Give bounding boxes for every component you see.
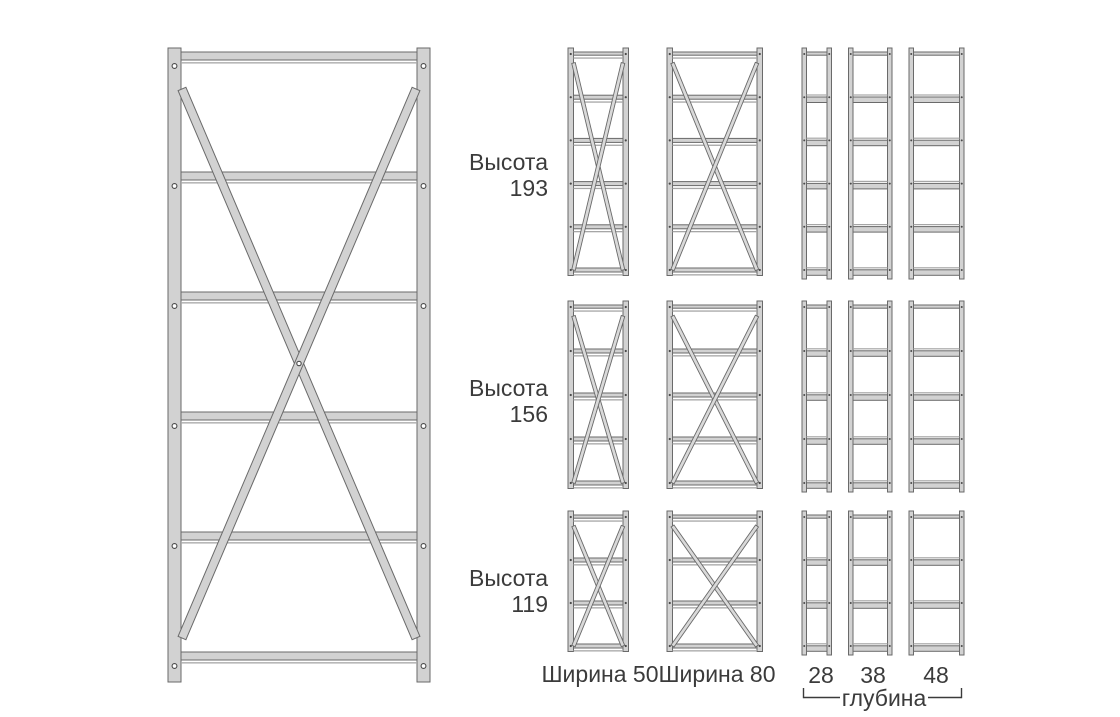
front-rack-h156-w50: [568, 301, 629, 489]
height-value-119: 119: [511, 590, 548, 617]
side-rack-h193-d48: [909, 48, 964, 279]
front-rack-h119-w50: [568, 511, 629, 652]
main-rack-front-view: [168, 48, 430, 682]
height-value-156: 156: [509, 400, 548, 427]
height-value-193: 193: [509, 174, 548, 201]
height-label-193: [398, 150, 548, 201]
width-label-80: Ширина 80: [658, 661, 776, 687]
side-rack-h193-d28: [802, 48, 832, 279]
height-label-156: [398, 376, 548, 427]
height-label-119: [398, 566, 548, 617]
front-rack-h156-w80: [667, 301, 763, 489]
depth-label-28: 28: [808, 662, 834, 688]
front-rack-h193-w80: [667, 48, 763, 276]
height-word: Высота: [469, 565, 548, 591]
side-rack-h119-d48: [909, 511, 964, 655]
side-rack-h119-d28: [802, 511, 832, 655]
height-word: Высота: [469, 375, 548, 401]
side-rack-h193-d38: [849, 48, 893, 279]
depth-label-48: 48: [923, 662, 949, 688]
width-label-50: Ширина 50: [541, 661, 659, 687]
depth-label-38: 38: [860, 662, 886, 688]
side-rack-h156-d28: [802, 301, 832, 492]
side-rack-h156-d38: [849, 301, 893, 492]
side-rack-h156-d48: [909, 301, 964, 492]
front-rack-h193-w50: [568, 48, 629, 276]
side-rack-h119-d38: [849, 511, 893, 655]
front-rack-h119-w80: [667, 511, 763, 652]
depth-axis-label: глубина: [841, 685, 927, 711]
height-word: Высота: [469, 149, 548, 175]
